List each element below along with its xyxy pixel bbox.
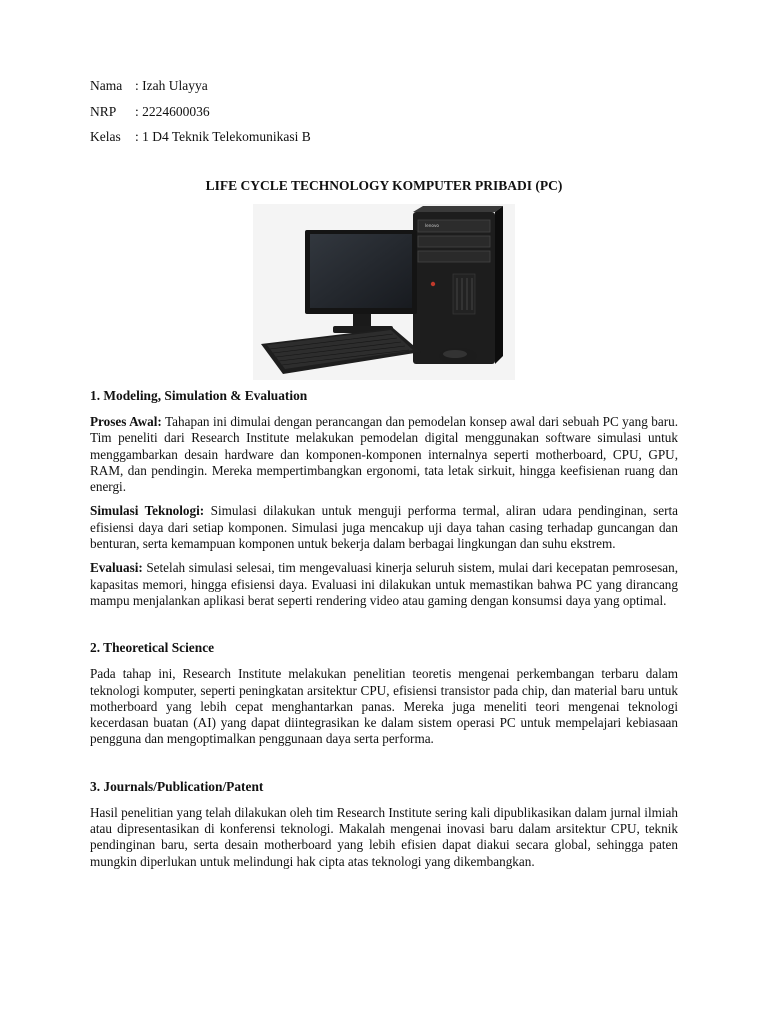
paragraph-lead: Evaluasi: bbox=[90, 560, 143, 576]
document-title: LIFE CYCLE TECHNOLOGY KOMPUTER PRIBADI (PC) bbox=[205, 178, 563, 193]
paragraph bbox=[90, 503, 678, 552]
identity-row-class bbox=[90, 127, 311, 153]
paragraph-lead: Simulasi Teknologi: bbox=[90, 503, 205, 519]
paragraph-text: Tahapan ini dimulai dengan perancangan dan pemodelan konsep awal dari sebuah PC yang baru. Tim peneliti dari Research Institute melakukan pemodelan digital menggunakan software simulasi untuk menggambarkan desain hardware dan komponen-komponen internalnya seperti motherboard, CPU, GPU, RAM, dan pendingin. Mereka mempertimbangkan ergonomi, tata letak sirkuit, hingga keefisienan ruang dan energi. bbox=[90, 414, 678, 495]
brand-label: lenovo bbox=[425, 223, 439, 228]
identity-row-name bbox=[90, 76, 311, 102]
paragraph-text: Setelah simulasi selesai, tim mengevaluasi kinerja seluruh sistem, mulai dari kecepatan pemrosesan, kapasitas memori, hingga efisiensi daya. Evaluasi ini dilakukan untuk memastikan bahwa PC yang dirancang mampu menjalankan aplikasi berat seperti rendering video atau gaming dengan konsumsi daya yang optimal. bbox=[90, 560, 678, 608]
identity-key: NRP bbox=[90, 103, 117, 119]
section-heading: 1. Modeling, Simulation & Evaluation bbox=[90, 388, 308, 403]
paragraph-lead: Proses Awal: bbox=[90, 414, 162, 429]
section-journals bbox=[90, 779, 678, 870]
paragraph-text: Pada tahap ini, Research Institute melakukan penelitian teoretis mengenai perkembangan terbaru dalam teknologi komputer, seperti peningkatan arsitektur CPU, efisiensi transistor pada chip, dan material baru untuk motherboard yang lebih cepat menghantarkan panas. Mereka juga meneliti teori mengenai teknologi kecerdasan buatan (AI) yang dapat diintegrasikan ke dalam sistem operasi PC untuk mempelajari kebiasaan pengguna dan mengoptimalkan penggunaan daya serta performa. bbox=[90, 666, 678, 747]
paragraph-text: Hasil penelitian yang telah dilakukan oleh tim Research Institute sering kali dipublikasikan dalam jurnal ilmiah atau dipresentasikan di konferensi teknologi. Makalah mengenai inovasi baru dalam arsitektur CPU, teknik pendinginan baru, serta desain motherboard yang lebih efisien dapat diakui secara global, sehingga paten mungkin diperlukan untuk melindungi hak cipta atas teknologi yang dikembangkan. bbox=[90, 804, 678, 869]
pc-tower bbox=[413, 206, 503, 364]
document-body bbox=[90, 388, 678, 878]
identity-row-nrp bbox=[90, 102, 311, 128]
identity-value: : 2224600036 bbox=[135, 103, 210, 119]
paragraph bbox=[90, 560, 678, 609]
pc-mouse bbox=[439, 348, 477, 364]
section-modeling bbox=[90, 388, 678, 609]
paragraph bbox=[90, 414, 678, 495]
identity-value: : 1 D4 Teknik Telekomunikasi B bbox=[135, 129, 311, 144]
section-theoretical-science bbox=[90, 640, 678, 747]
paragraph bbox=[90, 666, 678, 747]
desktop-pc-photo bbox=[253, 204, 515, 380]
section-heading: 2. Theoretical Science bbox=[90, 640, 215, 656]
section-heading: 3. Journals/Publication/Patent bbox=[90, 778, 264, 794]
student-identity bbox=[90, 76, 311, 153]
identity-key: Nama bbox=[90, 78, 123, 93]
paragraph bbox=[90, 805, 678, 870]
identity-value: : Izah Ulayya bbox=[135, 78, 208, 93]
identity-key: Kelas bbox=[90, 129, 121, 144]
paragraph-text: Simulasi dilakukan untuk menguji performa termal, aliran udara pendinginan, serta efisiensi daya dari setiap komponen. Simulasi juga mencakup uji daya tahan casing terhadap guncangan dan benturan, serta kemampuan komponen untuk bekerja dalam berbagai lingkungan dan suhu ekstrem. bbox=[90, 503, 678, 552]
